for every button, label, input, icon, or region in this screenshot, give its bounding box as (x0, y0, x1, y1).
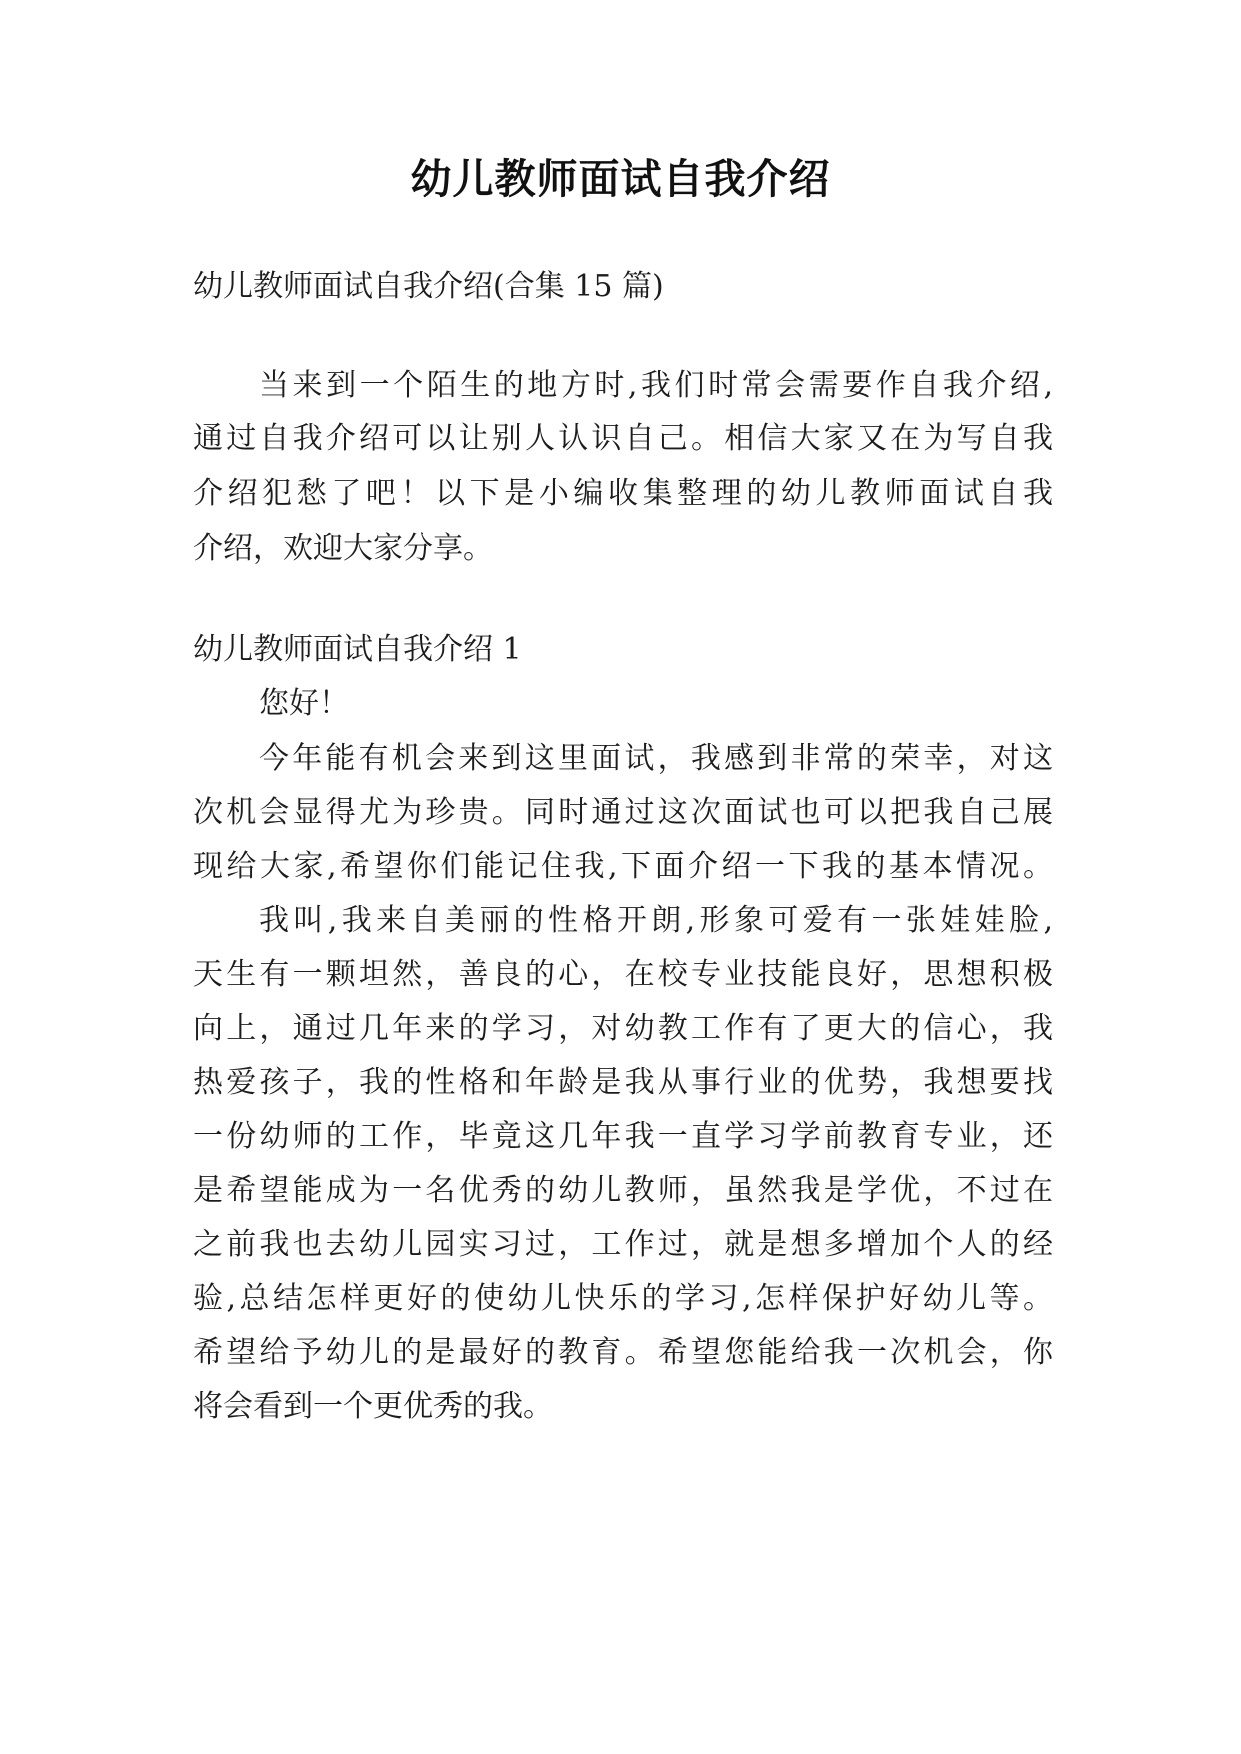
body-line: 天生有一颗坦然，善良的心，在校专业技能良好，思想积极 (193, 957, 1053, 992)
body-line: 是希望能成为一名优秀的幼儿教师，虽然我是学优，不过在 (193, 1173, 1053, 1208)
intro-line: 通过自我介绍可以让别人认识自己。相信大家又在为写自我 (193, 421, 1053, 456)
body-line: 今年能有机会来到这里面试，我感到非常的荣幸，对这 (259, 741, 1053, 776)
body-line: 将会看到一个更优秀的我。 (193, 1389, 553, 1424)
greeting-line: 您好！ (259, 686, 349, 721)
intro-line: 介绍，欢迎大家分享。 (193, 531, 493, 566)
body-line: 验,总结怎样更好的使幼儿快乐的学习,怎样保护好幼儿等。 (193, 1281, 1053, 1316)
body-line: 次机会显得尤为珍贵。同时通过这次面试也可以把我自己展 (193, 795, 1053, 830)
document-title: 幼儿教师面试自我介绍 (410, 155, 831, 203)
section-heading: 幼儿教师面试自我介绍 1 (193, 632, 522, 667)
body-line: 我叫,我来自美丽的性格开朗,形象可爱有一张娃娃脸, (259, 903, 1053, 938)
body-line: 之前我也去幼儿园实习过，工作过，就是想多增加个人的经 (193, 1227, 1053, 1262)
body-line: 希望给予幼儿的是最好的教育。希望您能给我一次机会，你 (193, 1335, 1053, 1370)
body-line: 热爱孩子，我的性格和年龄是我从事行业的优势，我想要找 (193, 1065, 1053, 1100)
body-line: 现给大家,希望你们能记住我,下面介绍一下我的基本情况。 (193, 849, 1053, 884)
body-line: 一份幼师的工作，毕竟这几年我一直学习学前教育专业，还 (193, 1119, 1053, 1154)
body-line: 向上，通过几年来的学习，对幼教工作有了更大的信心，我 (193, 1011, 1053, 1046)
intro-line: 当来到一个陌生的地方时,我们时常会需要作自我介绍, (259, 368, 1053, 403)
intro-line: 介绍犯愁了吧！以下是小编收集整理的幼儿教师面试自我 (193, 476, 1053, 511)
document-subtitle: 幼儿教师面试自我介绍(合集 15 篇) (193, 269, 664, 304)
